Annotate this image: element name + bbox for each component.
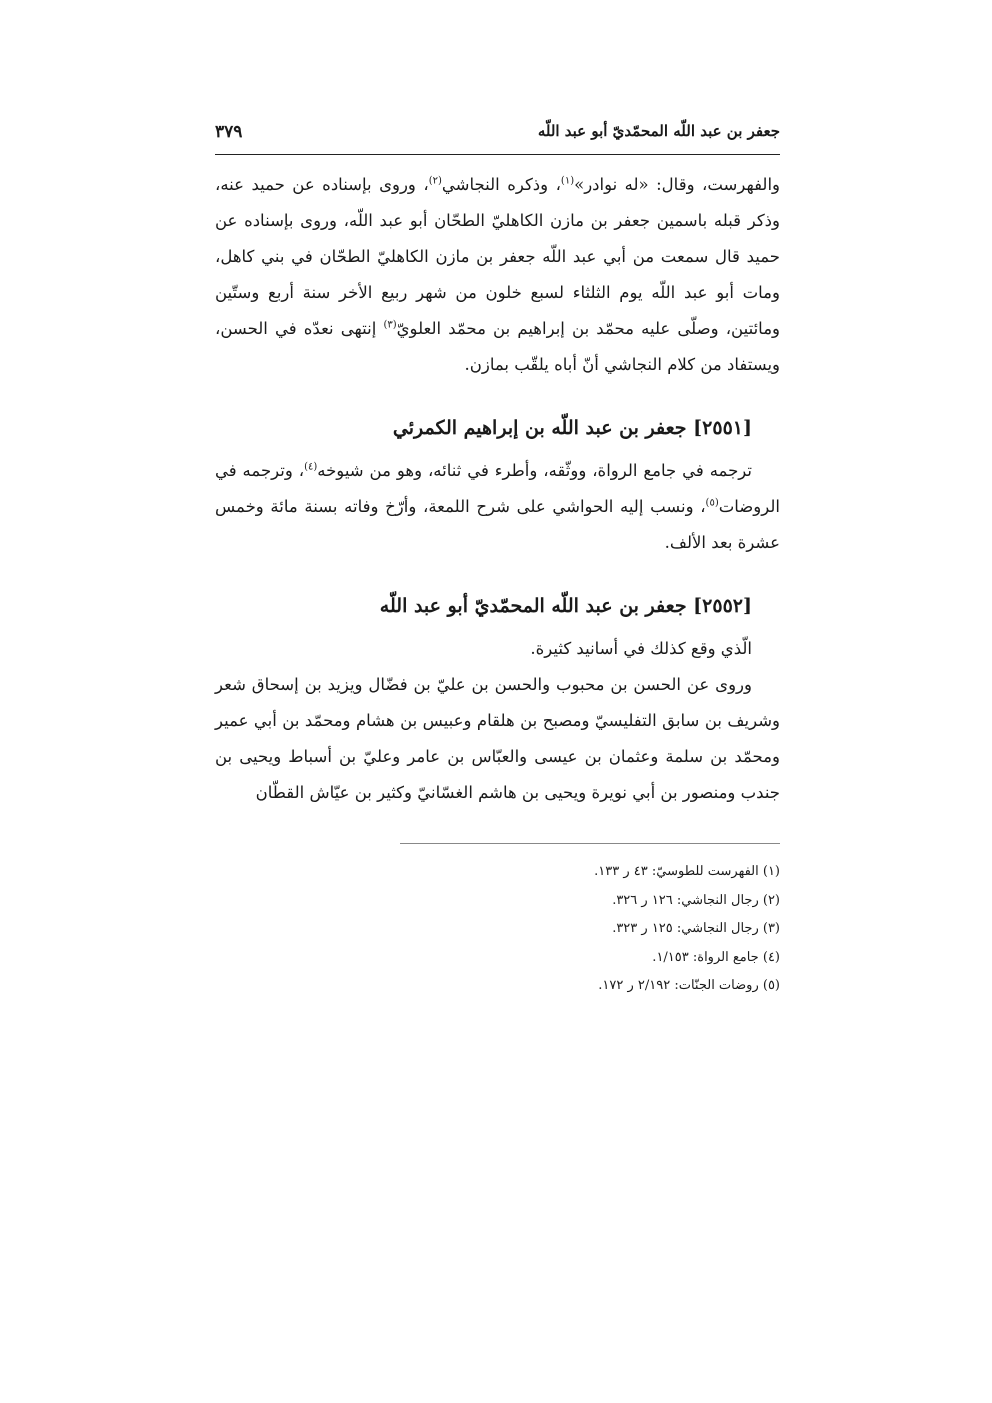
footnote-ref[interactable]: (١) bbox=[560, 175, 575, 187]
entry-2551-text bbox=[215, 453, 780, 561]
entry-heading-2552: [٢٥٥٢] جعفر بن عبد اللّه المحمّديّ أبو عبد اللّه bbox=[379, 595, 752, 617]
footnote-ref[interactable]: (٤) bbox=[304, 461, 318, 473]
footnote-item: (١) الفهرست للطوسيّ: ٤٣ ر ١٣٣. bbox=[594, 864, 780, 879]
text-run: ، وذكره النجاشي bbox=[441, 175, 561, 194]
text-run: ، وروى بإسناده عن حميد عنه، وذكر قبله باسمين جعفر بن مازن الكاهليّ الطحّان أبو عبد اللّه، وروى بإسناده عن حميد قال سمعت من أبي عبد اللّه جعفر بن مازن الكاهليّ الطحّان في بني كاهل، ومات أبو عبد اللّه يوم الثلثاء لسبع خلون من شهر ربيع الأخر سنة أربع وستّين ومائتين، وصلّى عليه محمّد بن إبراهيم بن محمّد العلويّ bbox=[215, 175, 780, 338]
text-run: إنتهى نعدّه في الحسن، ويستفاد من كلام النجاشي أنّ أباه يلقّب بمازن. bbox=[215, 319, 780, 374]
footnote-ref[interactable]: (٣) bbox=[383, 319, 397, 331]
entry-2552-intro: الّذي وقع كذلك في أسانيد كثيرة. bbox=[530, 639, 752, 658]
footnote-ref[interactable]: (٢) bbox=[428, 175, 442, 187]
text-run: ، ونسب إليه الحواشي على شرح اللمعة، وأرّخ وفاته بسنة مائة وخمس عشرة بعد الألف. bbox=[215, 497, 780, 552]
text-run: ، وترجمه في الروضات bbox=[215, 461, 780, 516]
footnote-separator bbox=[400, 843, 780, 844]
footnote-item: (٤) جامع الرواة: ١/١٥٣. bbox=[652, 949, 780, 965]
book-page bbox=[215, 118, 780, 1001]
text-run: ترجمه في جامع الرواة، ووثّقه، وأطرء في ثنائه، وهو من شيوخه bbox=[317, 461, 752, 480]
running-title: جعفر بن عبد اللّه المحمّديّ أبو عبد اللّه bbox=[537, 122, 780, 140]
entry-2552-text: وروى عن الحسن بن محبوب والحسن بن عليّ بن فضّال ويزيد بن إسحاق شعر وشريف بن سابق التفليسيّ ومصبح بن هلقام وعبيس بن هشام ومحمّد بن أبي عمير ومحمّد بن سلمة وعثمان بن عيسى والعبّاس بن عامر وعليّ بن أسباط ويحيى بن جندب ومنصور بن أبي نويرة ويحيى بن هاشم الغسّانيّ وكثير بن عيّاش القطّان bbox=[215, 675, 780, 802]
footnote-item: (٣) رجال النجاشي: ١٢٥ ر ٣٢٣. bbox=[612, 921, 780, 936]
footnote-ref[interactable]: (٥) bbox=[705, 497, 719, 509]
entry-heading-2551: [٢٥٥١] جعفر بن عبد اللّه بن إبراهيم الكمرئي bbox=[392, 417, 752, 439]
text-run: والفهرست، وقال: «له نوادر» bbox=[574, 175, 781, 194]
paragraph-continuation bbox=[215, 167, 780, 383]
page-number: ٣٧٩ bbox=[215, 122, 243, 142]
footnotes bbox=[215, 858, 780, 1001]
footnote-item: (٥) روضات الجنّات: ٢/١٩٢ ر ١٧٢. bbox=[598, 978, 780, 993]
running-header bbox=[215, 118, 780, 155]
footnote-item: (٢) رجال النجاشي: ١٢٦ ر ٣٢٦. bbox=[612, 892, 780, 908]
main-text bbox=[215, 167, 780, 811]
